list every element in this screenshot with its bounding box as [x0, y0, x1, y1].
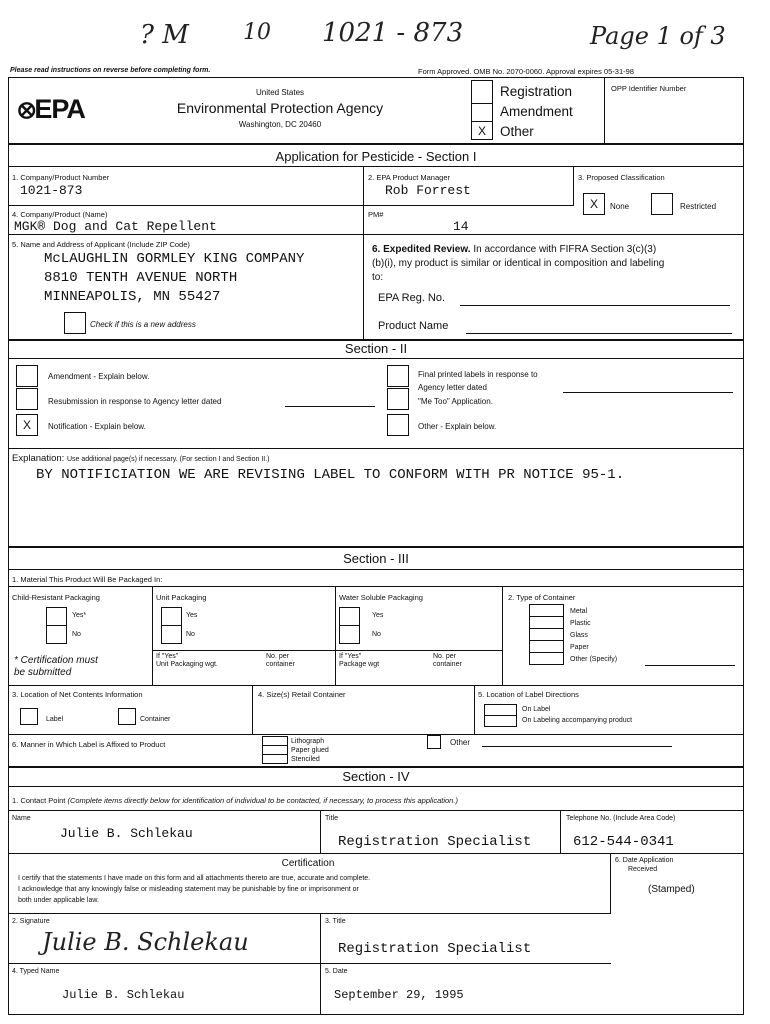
package-wgt-label: If "Yes" Package wgt	[339, 653, 380, 668]
notification-checkbox[interactable]: X	[16, 414, 38, 436]
section2-title: Section - II	[344, 341, 408, 356]
amendment-explain-checkbox[interactable]	[16, 365, 38, 387]
agency-country: United States	[255, 88, 305, 97]
applicant-address[interactable]: McLAUGHLIN GORMLEY KING COMPANY 8810 TENTH AVENUE NORTH MINNEAPOLIS, MN 55427	[44, 251, 305, 305]
child-no-label: No	[72, 631, 81, 638]
unit-no-checkbox[interactable]	[161, 625, 182, 644]
signature: Julie B. Schlekau	[42, 928, 249, 956]
handwritten-code: ? M	[140, 20, 189, 50]
certification-note: * Certification must be submitted	[14, 655, 98, 678]
affix-methods: Lithograph Paper glued Stenciled	[291, 738, 329, 763]
water-yes-label: Yes	[372, 612, 384, 619]
container-types: Metal Plastic Glass Paper Other (Specify)	[570, 608, 618, 663]
product-manager-label: 2. EPA Product Manager	[368, 173, 450, 182]
contact-name[interactable]: Julie B. Schlekau	[60, 826, 193, 841]
retail-size-label: 4. Size(s) Retail Container	[258, 690, 346, 699]
me-too-label: "Me Too" Application.	[418, 397, 493, 406]
resubmission-label: Resubmission in response to Agency letter dated	[48, 397, 222, 406]
water-no-checkbox[interactable]	[339, 625, 360, 644]
registration-label: Registration	[500, 84, 573, 99]
unit-packaging-label: Unit Packaging	[156, 593, 207, 602]
stenciled-checkbox[interactable]	[262, 754, 288, 764]
date-label: 5. Date	[325, 968, 348, 975]
certification-text: I certify that the statements I have made on this form and all attachments thereto are true, accurate and complete. I acknowledge that any knowingly false or misleading statement may be punishable by fine or imprisonment or both under applicable law.	[18, 875, 371, 904]
net-container-text: Container	[140, 716, 171, 723]
new-address-checkbox[interactable]	[64, 312, 86, 334]
phone-number[interactable]: 612-544-0341	[573, 834, 674, 850]
other-explain-checkbox[interactable]	[387, 414, 409, 436]
label-affixed-label: 6. Manner in Which Label is Affixed to Product	[12, 740, 166, 749]
epa-reg-no-label: EPA Reg. No.	[378, 292, 446, 304]
package-container-count-label: No. per container	[433, 653, 462, 668]
resubmission-checkbox[interactable]	[16, 388, 38, 410]
typed-name-label: 4. Typed Name	[12, 968, 60, 975]
product-manager[interactable]: Rob Forrest	[385, 183, 471, 198]
product-name-label: 4. Company/Product (Name)	[12, 210, 108, 219]
water-no-label: No	[372, 631, 381, 638]
on-labeling-text: On Labeling accompanying product	[522, 717, 633, 724]
contact-title-label: Title	[325, 815, 338, 822]
product-name[interactable]: MGK® Dog and Cat Repellent	[14, 219, 217, 234]
contact-name-label: Name	[12, 815, 31, 822]
date-received-label: 6. Date Application	[615, 857, 674, 864]
net-label-checkbox[interactable]	[20, 708, 38, 725]
other-explain-label: Other - Explain below.	[418, 422, 497, 431]
amendment-checkbox[interactable]	[471, 103, 493, 122]
company-number[interactable]: 1021-873	[20, 183, 83, 198]
registration-checkbox[interactable]	[471, 80, 493, 104]
final-labels-checkbox[interactable]	[387, 365, 409, 387]
title-value[interactable]: Registration Specialist	[338, 941, 532, 957]
typed-name[interactable]: Julie B. Schlekau	[62, 988, 185, 1002]
other-container-field[interactable]	[645, 665, 735, 666]
classification-none-label: None	[610, 202, 630, 211]
agency-city: Washington, DC 20460	[238, 120, 322, 129]
unit-yes-label: Yes	[186, 612, 198, 619]
signature-label: 2. Signature	[12, 918, 50, 925]
title-label: 3. Title	[325, 918, 346, 925]
child-yes-checkbox[interactable]	[46, 607, 67, 626]
handwritten-page: Page 1 of 3	[590, 22, 726, 50]
amendment-explain-label: Amendment - Explain below.	[48, 372, 150, 381]
section1-title: Application for Pesticide - Section I	[275, 149, 477, 164]
section3-title: Section - III	[343, 551, 409, 566]
resubmission-date-field[interactable]	[285, 406, 375, 407]
on-labeling-checkbox[interactable]	[484, 715, 517, 727]
applicant-address-label: 5. Name and Address of Applicant (Include ZIP Code)	[12, 240, 190, 249]
omb-approval: Form Approved. OMB No. 2070-0060. Approval expires 05-31-98	[418, 67, 634, 76]
unit-container-count-label: No. per container	[266, 653, 295, 668]
affix-other-label: Other	[450, 738, 471, 747]
final-labels-label: Final printed labels in response to	[418, 370, 538, 379]
phone-label: Telephone No. (Include Area Code)	[566, 815, 676, 822]
classification-restricted-checkbox[interactable]	[651, 193, 673, 215]
agency-name: Environmental Protection Agency	[176, 100, 384, 116]
classification-none-checkbox[interactable]: X	[583, 193, 605, 215]
unit-wgt-label: If "Yes" Unit Packaging wgt.	[156, 653, 218, 668]
product-name-ref-field[interactable]	[466, 333, 732, 334]
child-no-checkbox[interactable]	[46, 625, 67, 644]
stamped-label: (Stamped)	[648, 884, 695, 895]
label-directions-label: 5. Location of Label Directions	[478, 690, 579, 699]
water-yes-checkbox[interactable]	[339, 607, 360, 626]
classification-restricted-label: Restricted	[680, 202, 717, 211]
net-container-checkbox[interactable]	[118, 708, 136, 725]
other-checkbox[interactable]: X	[471, 121, 493, 140]
contact-title[interactable]: Registration Specialist	[338, 834, 532, 850]
handwritten-registration-number: 1021 - 873	[322, 18, 464, 48]
child-resistant-label: Child-Resistant Packaging	[12, 593, 100, 602]
other-container-checkbox[interactable]	[529, 652, 564, 665]
handwritten-number: 10	[243, 20, 271, 45]
company-number-label: 1. Company/Product Number	[12, 173, 110, 182]
product-name-ref-label: Product Name	[378, 320, 449, 332]
expedited-review: 6. Expedited Review. In accordance with FIFRA Section 3(c)(3) (b)(i), my product is similar or identical in composition and labeling to:	[372, 244, 665, 283]
amendment-label: Amendment	[500, 104, 573, 119]
section4-title: Section - IV	[342, 769, 410, 784]
explanation-text[interactable]: BY NOTIFICIATION WE ARE REVISING LABEL TO CONFORM WITH PR NOTICE 95-1.	[36, 467, 625, 483]
received-label: Received	[628, 866, 658, 873]
net-label-text: Label	[46, 716, 64, 723]
affix-other-checkbox[interactable]	[427, 735, 441, 749]
pm-label: PM#	[368, 210, 384, 219]
other-label: Other	[500, 124, 534, 139]
date-value[interactable]: September 29, 1995	[334, 988, 464, 1002]
net-contents-label: 3. Location of Net Contents Information	[12, 690, 143, 699]
notification-label: Notification - Explain below.	[48, 422, 146, 431]
unit-yes-checkbox[interactable]	[161, 607, 182, 626]
classification-label: 3. Proposed Classification	[578, 173, 665, 182]
unit-no-label: No	[186, 631, 195, 638]
new-address-label: Check if this is a new address	[90, 320, 196, 329]
explanation-header: Explanation: Use additional page(s) if necessary. (For section I and Section II.)	[12, 453, 270, 464]
agency-letter-label: Agency letter dated	[418, 383, 487, 392]
agency-letter-date-field[interactable]	[563, 392, 733, 393]
me-too-checkbox[interactable]	[387, 388, 409, 410]
opp-identifier-label: OPP Identifier Number	[611, 84, 687, 93]
packaging-question: 1. Material This Product Will Be Packaged In:	[12, 575, 163, 584]
water-soluble-label: Water Soluble Packaging	[339, 593, 423, 602]
contact-point-label: 1. Contact Point (Complete items directly below for identification of individual to be contacted, if necessary, to process this application.)	[12, 796, 458, 805]
certification-title: Certification	[281, 858, 335, 869]
epa-logo: ⭙EPA	[18, 94, 85, 124]
container-type-label: 2. Type of Container	[508, 593, 576, 602]
instructions-note: Please read instructions on reverse before completing form.	[10, 67, 211, 74]
affix-other-field[interactable]	[482, 746, 672, 747]
child-yes-label: Yes*	[72, 612, 87, 619]
epa-reg-no-field[interactable]	[460, 305, 730, 306]
on-label-text: On Label	[522, 706, 551, 713]
pm-number[interactable]: 14	[453, 219, 469, 234]
